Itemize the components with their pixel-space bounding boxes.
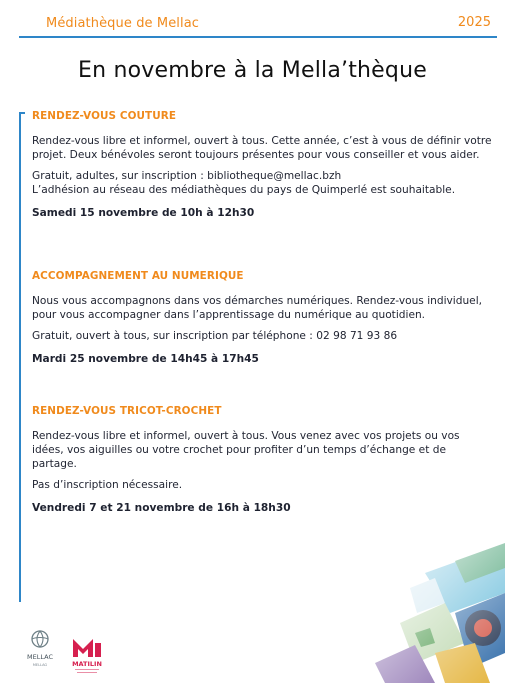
section-numerique [32,270,492,366]
section-date: Mardi 25 novembre de 14h45 à 17h45 [32,353,259,365]
section-paragraph: Gratuit, adultes, sur inscription : bibliotheque@mellac.bzh [32,170,342,182]
section-title: RENDEZ-VOUS TRICOT-CROCHET [32,405,222,417]
section-tricot-crochet [32,405,492,515]
decorative-fabric-collage [355,533,505,683]
section-paragraph: Rendez-vous libre et informel, ouvert à tous. Cette année, c’est à vous de définir votre projet. Deux bénévoles seront toujours présentes pour vous conseiller et vous aider. [32,135,492,161]
organization-name: Médiathèque de Mellac [46,16,200,31]
mellac-logo [22,628,58,670]
matilin-logo [67,631,111,675]
side-rule-tick [19,112,25,114]
section-date: Samedi 15 novembre de 10h à 12h30 [32,207,255,219]
svg-text:MELLAC: MELLAC [27,653,53,661]
page-header [0,0,505,40]
section-date: Vendredi 7 et 21 novembre de 16h à 18h30 [32,502,291,514]
section-paragraph: Gratuit, ouvert à tous, sur inscription par téléphone : 02 98 71 93 86 [32,330,398,342]
section-paragraph: Nous vous accompagnons dans vos démarches numériques. Rendez-vous individuel, pour vous accompagner dans l’apprentissage du numérique au quotidien. [32,295,483,321]
section-title: RENDEZ-VOUS COUTURE [32,110,177,122]
section-title: ACCOMPAGNEMENT AU NUMERIQUE [32,270,244,282]
svg-text:MATILIN: MATILIN [72,660,102,668]
section-paragraph: Rendez-vous libre et informel, ouvert à tous. Vous venez avec vos projets ou vos idées, vos aiguilles ou votre crochet pour profiter d’un temps d’échange et de partage. [32,430,460,470]
section-paragraph: L’adhésion au réseau des médiathèques du pays de Quimperlé est souhaitable. [32,184,456,196]
year-label: 2025 [457,15,491,30]
section-paragraph: Pas d’inscription nécessaire. [32,479,183,491]
section-couture [32,110,492,220]
svg-text:MELLAG: MELLAG [32,663,48,667]
header-rule [19,36,497,38]
page-title: En novembre à la Mella’thèque [78,58,427,83]
side-rule [19,112,21,602]
